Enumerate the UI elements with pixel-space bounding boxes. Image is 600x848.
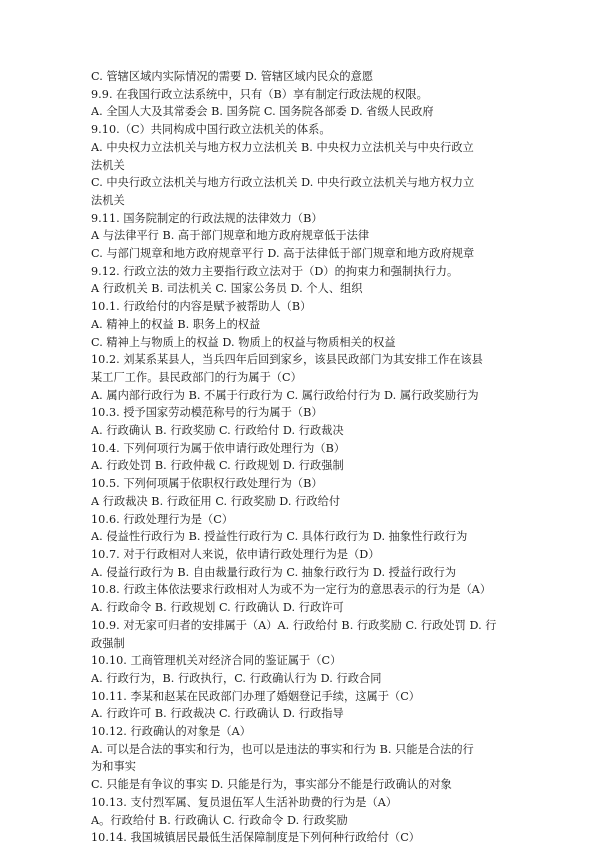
text-line: C. 中央行政立法机关与地方行政立法机关 D. 中央行政立法机关与地方权力立 bbox=[91, 176, 475, 190]
text-line: A. 全国人大及其常委会 B. 国务院 C. 国务院各部委 D. 省级人民政府 bbox=[91, 105, 434, 119]
text-line: 法机关 bbox=[91, 158, 125, 172]
question-9-9: 9.9. 在我国行政立法系统中，只有（B）享有制定行政法规的权限。 bbox=[91, 87, 428, 101]
text-line: A. 精神上的权益 B. 职务上的权益 bbox=[91, 317, 261, 331]
text-line: C. 精神上与物质上的权益 D. 物质上的权益与物质相关的权益 bbox=[91, 335, 396, 349]
question-10-6: 10.6. 行政处理行为是（C） bbox=[91, 512, 234, 526]
question-9-11: 9.11. 国务院制定的行政法规的法律效力（B） bbox=[91, 211, 323, 225]
text-line: A. 属内部行政行为 B. 不属于行政行为 C. 属行政给付行为 D. 属行政奖励行为 bbox=[91, 388, 479, 402]
text-line: A。行政给付 B. 行政确认 C. 行政命令 D. 行政奖励 bbox=[91, 813, 348, 827]
text-line: C. 管辖区域内实际情况的需要 D. 管辖区域内民众的意愿 bbox=[91, 70, 374, 83]
question-10-4: 10.4. 下列何项行为属于依申请行政处理行为（B） bbox=[91, 441, 346, 455]
question-10-13: 10.13. 支付烈军属、复员退伍军人生活补助费的行为是（A） bbox=[91, 795, 398, 809]
question-10-2: 10.2. 刘某系某县人，当兵四年后回到家乡，该县民政部门为其安排工作在该县 bbox=[91, 353, 483, 367]
question-10-14: 10.14. 我国城镇居民最低生活保障制度是下列何种行政给付（C） bbox=[91, 831, 421, 845]
text-line: A. 行政确认 B. 行政奖励 C. 行政给付 D. 行政裁决 bbox=[91, 424, 344, 438]
question-10-8: 10.8. 行政主体依法要求行政相对人为或不为一定行为的意思表示的行为是（A） bbox=[91, 583, 492, 597]
text-line: 为和事实 bbox=[91, 760, 136, 774]
text-line: C. 与部门规章和地方政府规章平行 D. 高于法律低于部门规章和地方政府规章 bbox=[91, 247, 475, 261]
question-10-5: 10.5. 下列何项属于依职权行政处理行为（B） bbox=[91, 477, 323, 491]
question-10-7: 10.7. 对于行政相对人来说，依申请行政处理行为是（D） bbox=[91, 547, 380, 561]
text-line: A. 行政许可 B. 行政裁决 C. 行政确认 D. 行政指导 bbox=[91, 707, 344, 721]
question-10-10: 10.10. 工商管理机关对经济合同的鉴证属于（C） bbox=[91, 654, 342, 668]
text-line: C. 只能是有争议的事实 D. 只能是行为，事实部分不能是行政确认的对象 bbox=[91, 778, 452, 792]
question-10-9: 10.9. 对无家可归者的安排属于（A）A. 行政给付 B. 行政奖励 C. 行政处罚 D. 行 bbox=[91, 618, 497, 632]
text-line: A 行政裁决 B. 行政征用 C. 行政奖励 D. 行政给付 bbox=[91, 494, 341, 508]
text-line: A. 可以是合法的事实和行为，也可以是违法的事实和行为 B. 只能是合法的行 bbox=[91, 742, 474, 756]
question-10-1: 10.1. 行政给付的内容是赋予被帮助人（B） bbox=[91, 300, 312, 314]
question-9-10: 9.10.（C）共同构成中国行政立法机关的体系。 bbox=[91, 123, 331, 137]
text-line: 政强制 bbox=[91, 636, 125, 650]
text-line: A 行政机关 B. 司法机关 C. 国家公务员 D. 个人、组织 bbox=[91, 282, 363, 296]
text-line: 法机关 bbox=[91, 193, 125, 207]
document-page bbox=[91, 68, 521, 847]
text-line: A. 侵益行政行为 B. 自由裁量行政行为 C. 抽象行政行为 D. 授益行政行为 bbox=[91, 565, 457, 579]
text-line: A. 中央权力立法机关与地方权力立法机关 B. 中央权力立法机关与中央行政立 bbox=[91, 140, 474, 154]
question-9-12: 9.12. 行政立法的效力主要指行政立法对于（D）的拘束力和强制执行力。 bbox=[91, 264, 459, 278]
text-line: A. 侵益性行政行为 B. 授益性行政行为 C. 具体行政行为 D. 抽象性行政行为 bbox=[91, 530, 468, 544]
text-line: 某工厂工作。县民政部门的行为属于（C） bbox=[91, 370, 302, 384]
question-10-3: 10.3. 授予国家劳动模范称号的行为属于（B） bbox=[91, 406, 323, 420]
text-line: A. 行政处罚 B. 行政仲裁 C. 行政规划 D. 行政强制 bbox=[91, 459, 344, 473]
question-10-11: 10.11. 李某和赵某在民政部门办理了婚姻登记手续，这属于（C） bbox=[91, 689, 421, 703]
text-line: A. 行政命令 B. 行政规划 C. 行政确认 D. 行政许可 bbox=[91, 601, 344, 615]
text-line: A 与法律平行 B. 高于部门规章和地方政府规章低于法律 bbox=[91, 229, 370, 243]
question-10-12: 10.12. 行政确认的对象是（A） bbox=[91, 725, 251, 739]
text-line: A. 行政行为，B. 行政执行，C. 行政确认行为 D. 行政合同 bbox=[91, 671, 382, 685]
